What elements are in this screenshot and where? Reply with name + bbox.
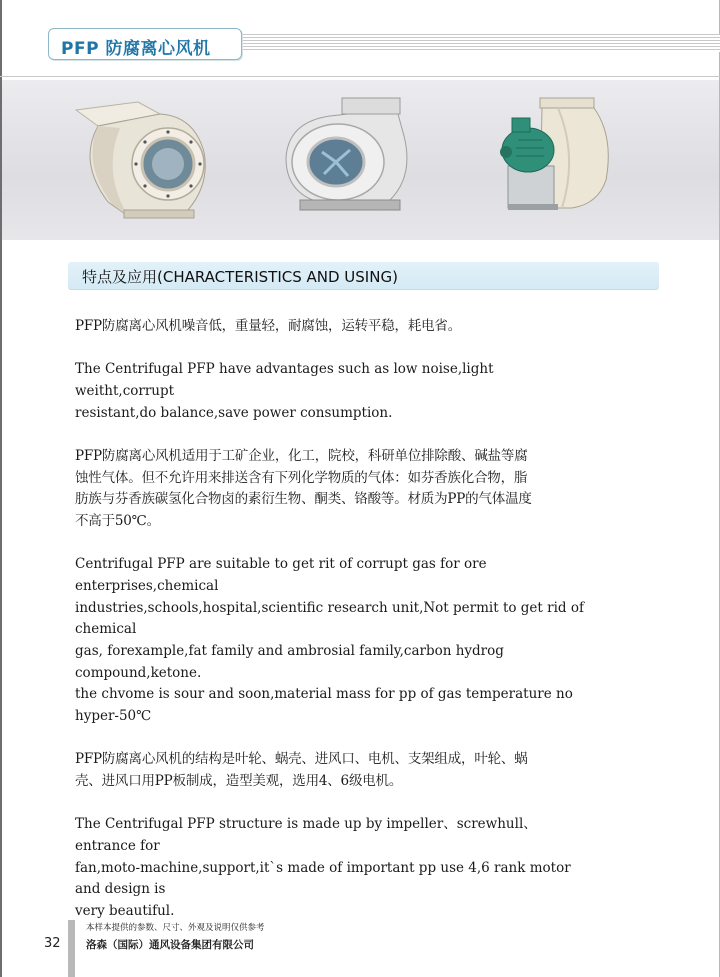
paragraph-cn-1: PFP防腐离心风机噪音低，重量轻，耐腐蚀，运转平稳，耗电省。 (75, 318, 462, 334)
paragraph-en-3: The Centrifugal PFP structure is made up by impeller、screwhull、entrance for fan,moto-machine,support,it`s made of important pp use 4,6 rank motor and design is very beautiful. (75, 816, 571, 919)
paragraph-cn-3: PFP防腐离心风机的结构是叶轮、蜗壳、进风口、电机、支架组成，叶轮、蜗 壳、进风口用PP板制成，造型美观，选用4、6级电机。 (75, 751, 528, 789)
body-text (75, 316, 590, 923)
title-tab (48, 28, 242, 60)
footer-company-name: 洛森（国际）通风设备集团有限公司 (86, 939, 254, 951)
page-title: PFP 防腐离心风机 (61, 39, 211, 59)
section-heading: 特点及应用(CHARACTERISTICS AND USING) (82, 268, 398, 286)
fan-image-2 (278, 96, 418, 216)
fan-image-1 (68, 92, 218, 222)
product-photo-strip (2, 80, 719, 240)
page-number: 32 (44, 936, 61, 951)
paragraph-en-2: Centrifugal PFP are suitable to get rit of corrupt gas for ore enterprises,chemical industries,schools,hospital,scientific research unit,Not permit to get rid of chemical gas, forexample,fat family and ambrosial family,carbon hydrog compound,ketone. the chvome is sour and soon,material mass for pp of gas temperature no hyper-50℃ (75, 556, 584, 725)
header-stripe-lines (238, 34, 720, 52)
paragraph-cn-2: PFP防腐离心风机适用于工矿企业，化工，院校，科研单位排除酸、碱盐等腐 蚀性气体。但不允许用来排送含有下列化学物质的气体：如芬香族化合物，脂 肪族与芬香族碳氢化合物卤的素衍生物、酮类、铬酸等。材质为PP的气体温度 不高于50℃。 (75, 447, 532, 529)
fan-image-3 (498, 96, 618, 218)
paragraph-en-1: The Centrifugal PFP have advantages such as low noise,light weitht,corrupt resistant,do balance,save power consumption. (75, 361, 494, 421)
header-divider (0, 76, 720, 77)
page-header (0, 0, 720, 76)
footer-disclaimer: 本样本提供的参数、尺寸、外观及说明仅供参考 (86, 923, 265, 933)
section-heading-bar (68, 262, 659, 290)
footer-accent-bar (68, 920, 75, 977)
